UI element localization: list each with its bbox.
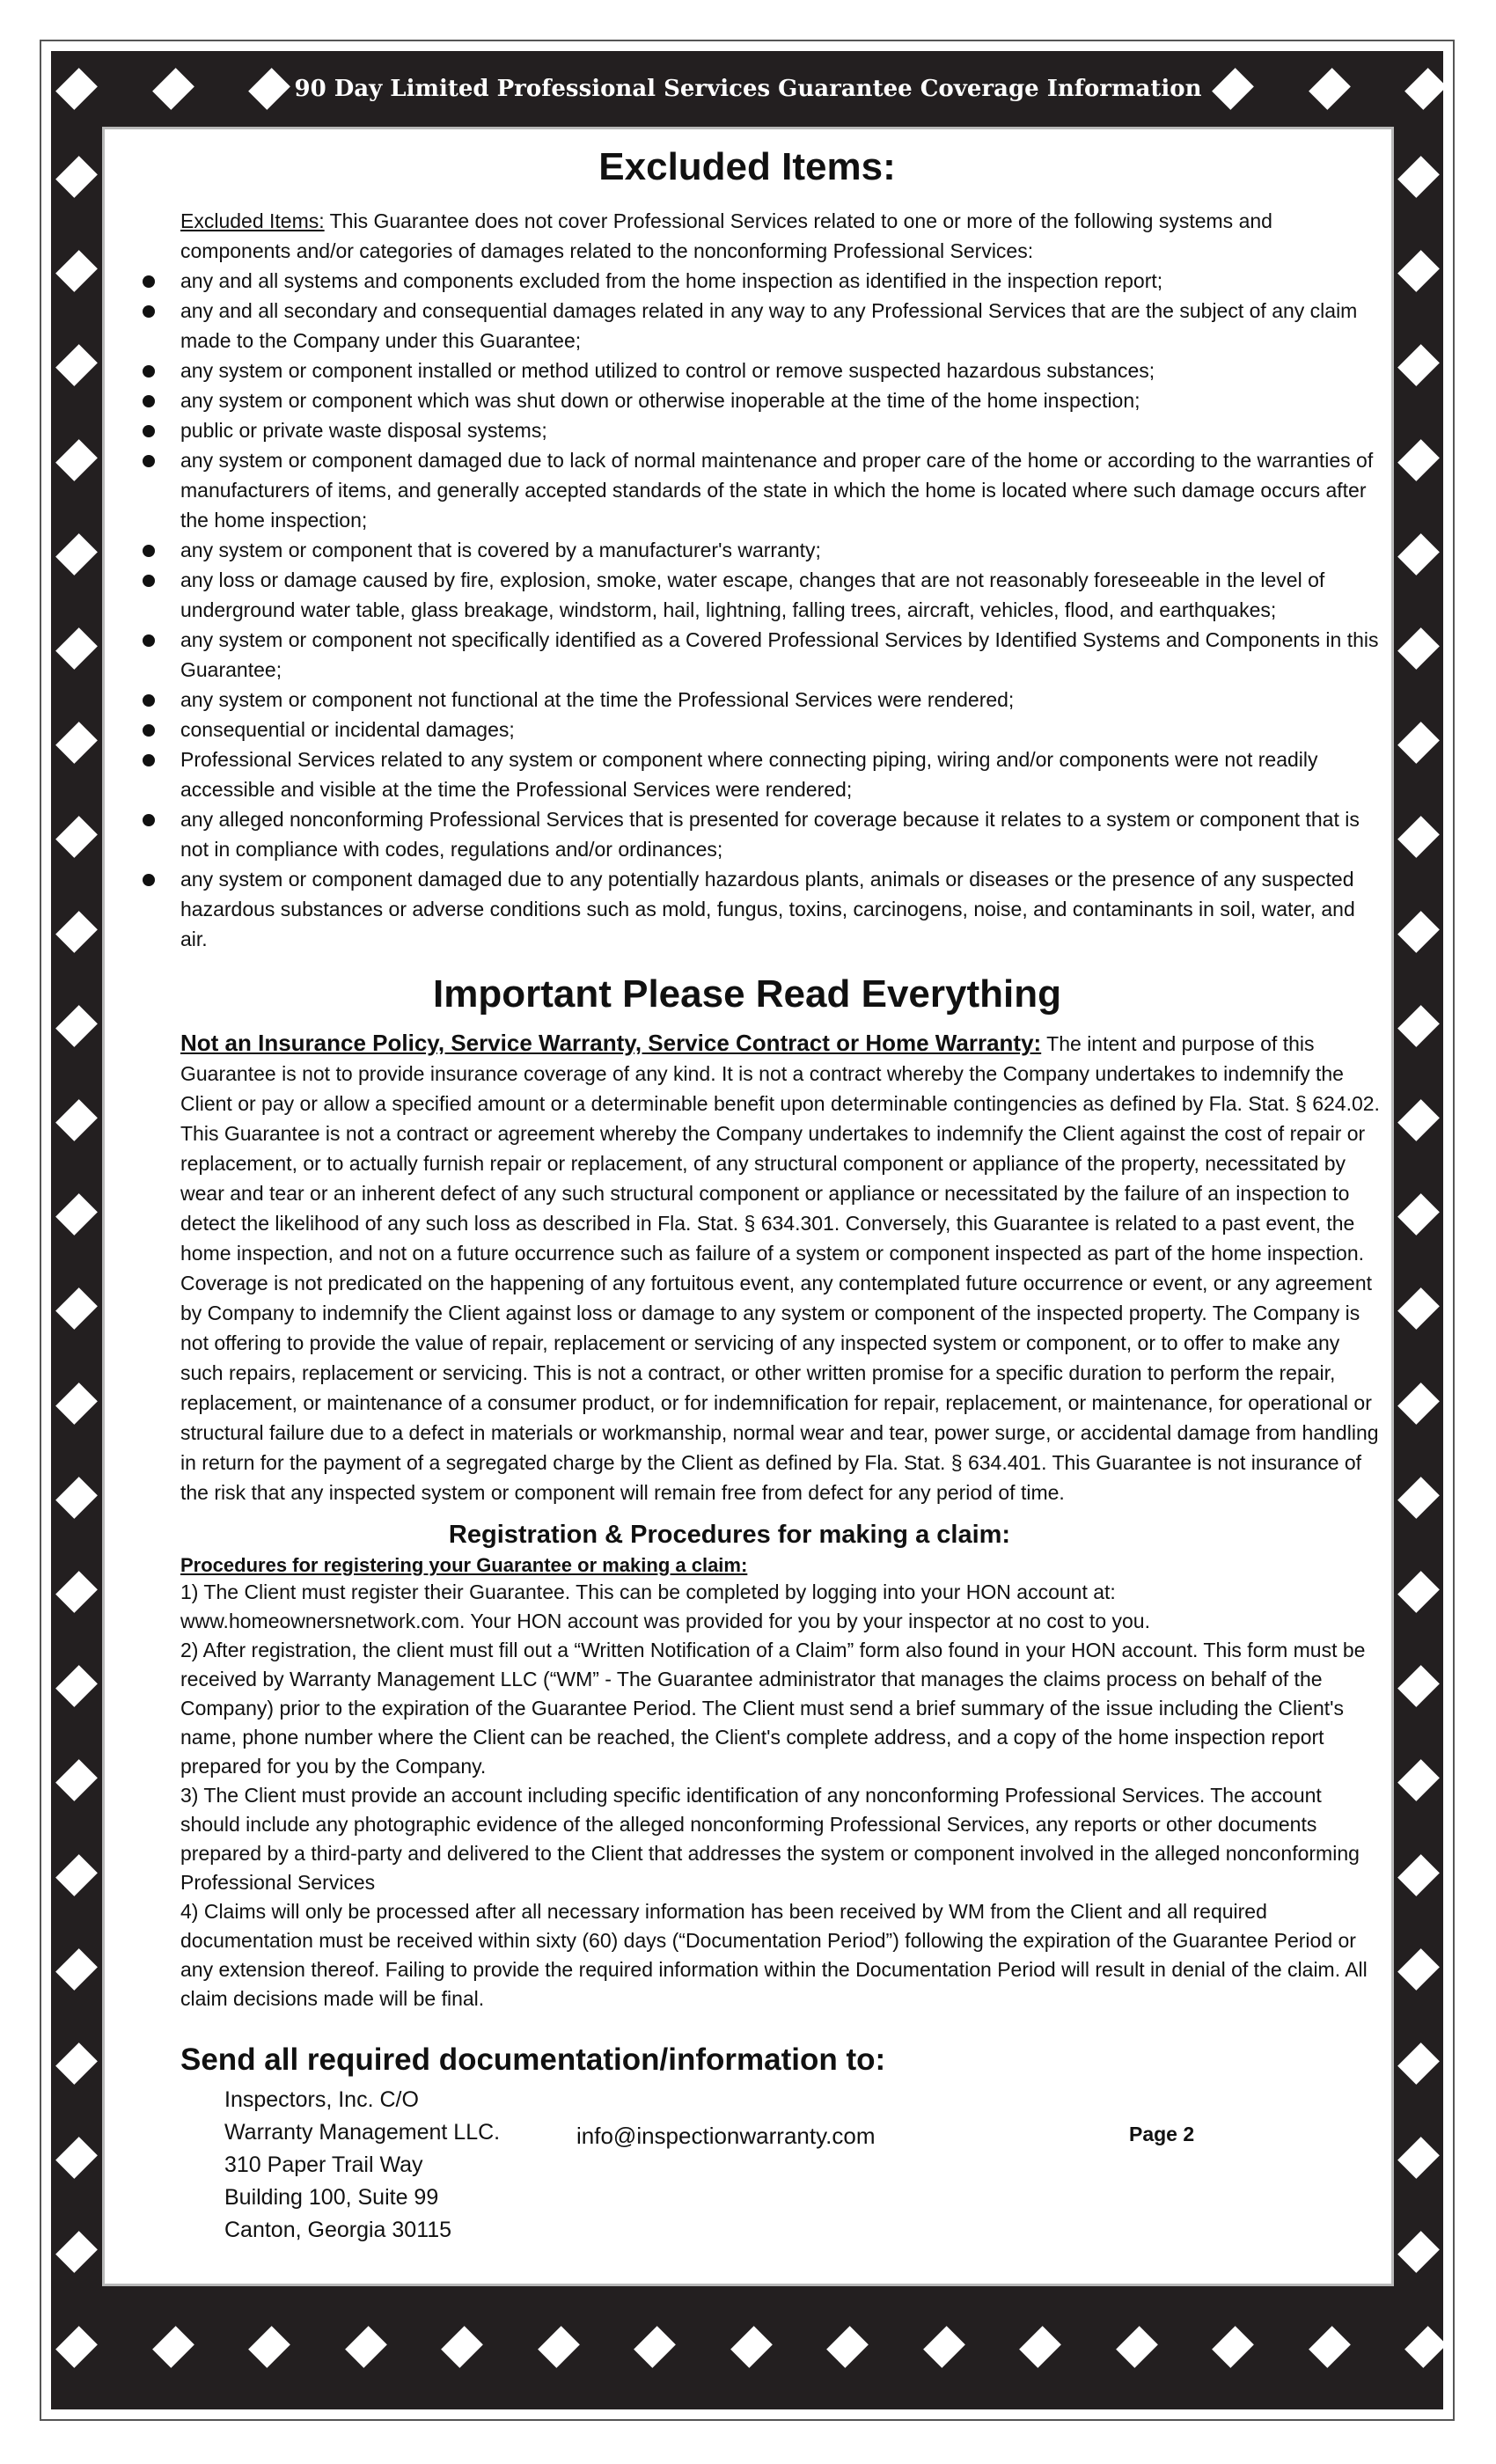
bullet-icon <box>143 724 155 737</box>
excluded-item-text: any system or component not functional at the time the Professional Services were rendered; <box>180 688 1015 711</box>
registration-step: 4) Claims will only be processed after all necessary information has been received by WM from the Client and all required documentation must be received within sixty (60) days (“Documentation Period”) following the expiration of the Guarantee Period or any extension thereof. Failing to provide the required information within the Documentation Period will result in denial of the claim. All claim decisions made will be final. <box>180 1900 1368 2010</box>
registration-steps <box>180 1578 1384 2013</box>
excluded-item-text: any alleged nonconforming Professional Services that is presented for coverage because it relates to a system or component that is not in compliance with codes, regulations and/or ordinances; <box>180 808 1360 861</box>
bullet-icon <box>143 455 155 467</box>
address-line: 310 Paper Trail Way <box>224 2152 423 2177</box>
excluded-item-text: any system or component not specifically identified as a Covered Professional Services by Identified Systems and Components in this Guarantee; <box>180 628 1379 681</box>
important-body-paragraph <box>180 1028 1384 1507</box>
excluded-item-text: Professional Services related to any system or component where connecting piping, wiring and/or components were not readily accessible and visible at the time the Professional Services were rendered; <box>180 748 1318 801</box>
excluded-list-item <box>180 296 1384 356</box>
excluded-item-text: any system or component installed or method utilized to control or remove suspected hazardous substances; <box>180 359 1155 382</box>
excluded-list-item <box>180 744 1384 804</box>
header-title: 90 Day Limited Professional Services Guarantee Coverage Information <box>294 76 1202 102</box>
excluded-item-text: any and all systems and components excluded from the home inspection as identified in the inspection report; <box>180 269 1163 292</box>
mailing-address <box>224 2084 1384 2247</box>
excluded-item-text: any system or component damaged due to lack of normal maintenance and proper care of the home or according to the warranties of manufacturers of items, and generally accepted standards of the state in which the home is located where such damage occurs after the home inspection; <box>180 449 1374 532</box>
excluded-item-text: public or private waste disposal systems; <box>180 419 547 442</box>
important-body: The intent and purpose of this Guarantee is not to provide insurance coverage of any kind. It is not a contract whereby the Company undertakes to indemnify the Client or pay or allow a specified amount or a determinable benefit upon determinable contingencies as defined by Fla. Stat. § 624.02. This Guarantee is not a contract or agreement whereby the Company undertakes to indemnify the Client against the cost of repair or replacement, or to actually furnish repair or replacement, of any structural component or appliance of the property, necessitated by wear and tear or an inherent defect of any such structural component or appliance or necessitated by the failure of an inspection to detect the likelihood of any such loss as described in Fla. Stat. § 634.301. Conversely, this Guarantee is related to a past event, the home inspection, and not on a future occurrence such as failure of a system or component inspected as part of the home inspection. Coverage is not predicated on the happening of any fortuitous event, any contemplated future occurrence or event, or any agreement by Company to indemnify the Client against loss or damage to any system or component of the inspected property. The Company is not offering to provide the value of repair, replacement or servicing of any inspected system or component, or to offer to make any such repairs, replacement or servicing. This is not a contract, or other written promise for a specific duration to perform the repair, replacement, or maintenance of a consumer product, or for indemnification for repair, replacement, or maintenance, for operational or structural failure due to a defect in materials or workmanship, normal wear and tear, power surge, or accidental damage from handling in return for the payment of a segregated charge by the Client as defined by Fla. Stat. § 634.401. This Guarantee is not insurance of the risk that any inspected system or component will remain free from defect for any period of time. <box>180 1032 1380 1504</box>
address-line: Inspectors, Inc. C/O <box>224 2087 419 2112</box>
registration-step: 1) The Client must register their Guarantee. This can be completed by logging into your HON account at: www.homeownersnetwork.com. Your HON account was provided for you by your inspector at no cost to you. <box>180 1580 1150 1632</box>
excluded-list-item <box>180 625 1384 685</box>
excluded-list-item <box>180 864 1384 954</box>
excluded-list-item <box>180 385 1384 415</box>
excluded-item-text: any and all secondary and consequential damages related in any way to any Professional Services that are the subject of any claim made to the Company under this Guarantee; <box>180 299 1358 352</box>
bullet-icon <box>143 575 155 587</box>
important-heading: Important Please Read Everything <box>433 972 1061 1016</box>
registration-heading: Registration & Procedures for making a claim: <box>448 1521 1011 1549</box>
excluded-list-item <box>180 445 1384 535</box>
bullet-icon <box>143 814 155 826</box>
address-line: Building 100, Suite 99 <box>224 2185 439 2210</box>
excluded-list-item <box>180 535 1384 565</box>
excluded-list-item <box>180 715 1384 744</box>
page-number: Page 2 <box>1129 2123 1195 2145</box>
excluded-intro-text: This Guarantee does not cover Professional Services related to one or more of the following systems and components and/or categories of damages related to the nonconforming Professional Services: <box>180 209 1272 262</box>
excluded-list-item <box>180 415 1384 445</box>
bullet-icon <box>143 634 155 647</box>
bullet-icon <box>143 275 155 288</box>
send-documentation-heading: Send all required documentation/information to: <box>180 2042 886 2077</box>
excluded-list-item <box>180 565 1384 625</box>
bullet-icon <box>143 425 155 437</box>
bullet-icon <box>143 395 155 407</box>
address-line: Warranty Management LLC. <box>224 2120 501 2145</box>
excluded-list-item <box>180 356 1384 385</box>
bullet-icon <box>143 365 155 378</box>
excluded-list-item <box>180 685 1384 715</box>
bullet-icon <box>143 874 155 886</box>
excluded-item-text: any system or component that is covered by a manufacturer's warranty; <box>180 539 821 561</box>
excluded-item-text: consequential or incidental damages; <box>180 718 515 741</box>
excluded-items-heading: Excluded Items: <box>598 145 896 188</box>
excluded-items-list <box>180 266 1384 954</box>
important-lead: Not an Insurance Policy, Service Warranty, Service Contract or Home Warranty: <box>180 1030 1042 1056</box>
address-line: Canton, Georgia 30115 <box>224 2218 452 2242</box>
bullet-icon <box>143 305 155 318</box>
bullet-icon <box>143 754 155 766</box>
excluded-item-text: any system or component which was shut down or otherwise inoperable at the time of the home inspection; <box>180 389 1140 412</box>
registration-subheading: Procedures for registering your Guarantee or making a claim: <box>180 1554 748 1576</box>
excluded-list-item <box>180 804 1384 864</box>
bullet-icon <box>143 545 155 557</box>
excluded-list-item <box>180 266 1384 296</box>
excluded-item-text: any loss or damage caused by fire, explosion, smoke, water escape, changes that are not reasonably foreseeable in the level of underground water table, glass breakage, windstorm, hail, lightning, falling trees, aircraft, vehicles, flood, and earthquakes; <box>180 568 1325 621</box>
registration-step: 2) After registration, the client must fill out a “Written Notification of a Claim” form also found in your HON account. This form must be received by Warranty Management LLC (“WM” - The Guarantee administrator that manages the claims process on behalf of the Company) prior to the expiration of the Guarantee Period. The Client must send a brief summary of the issue including the Client's name, phone number where the Client can be reached, the Client's complete address, and a copy of the home inspection report prepared for you by the Company. <box>180 1639 1366 1778</box>
bullet-icon <box>143 694 155 707</box>
registration-step: 3) The Client must provide an account including specific identification of any nonconforming Professional Services. The account should include any photographic evidence of the alleged nonconforming Professional Services, any reports or other documents prepared by a third-party and delivered to the Client that addresses the system or component involved in the alleged nonconforming Professional Services <box>180 1784 1360 1894</box>
page-content <box>180 132 1384 2411</box>
excluded-intro <box>180 206 1384 266</box>
contact-email: info@inspectionwarranty.com <box>576 2123 876 2149</box>
excluded-intro-lead: Excluded Items: <box>180 209 325 232</box>
excluded-item-text: any system or component damaged due to any potentially hazardous plants, animals or diseases or the presence of any suspected hazardous substances or adverse conditions such as mold, fungus, toxins, carcinogens, noise, and contaminants in soil, water, and air. <box>180 868 1355 950</box>
